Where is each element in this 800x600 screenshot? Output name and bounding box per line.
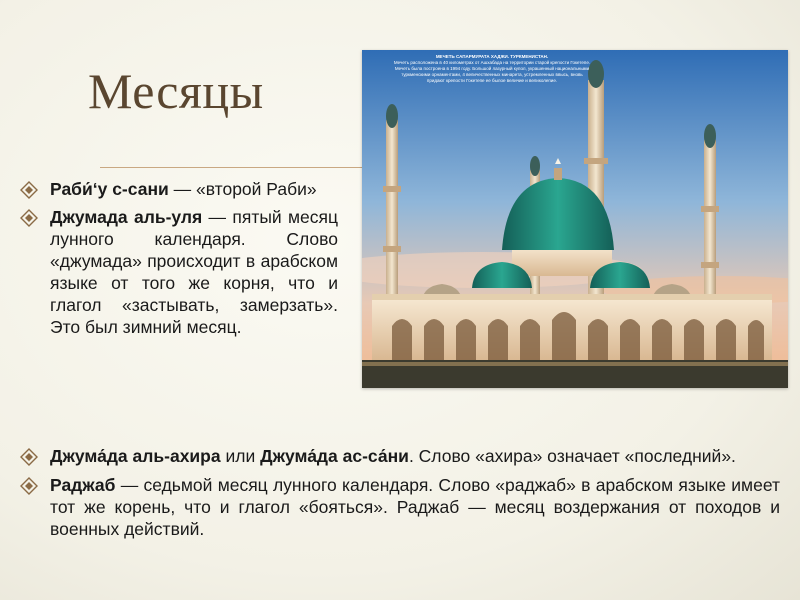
month-term: Раджаб xyxy=(50,475,116,495)
bullet-list-top xyxy=(20,178,338,344)
diamond-ornament-icon xyxy=(20,477,38,495)
bullet-list-bottom xyxy=(20,445,780,547)
title-divider xyxy=(100,167,362,168)
month-description: — седьмой месяц лунного календаря. Слово «раджаб» в арабском языке имеет тот же корень, что и глагол «бояться». Раджаб — месяц воздержания от походов и военных действий. xyxy=(50,475,780,539)
diamond-ornament-icon xyxy=(20,209,38,227)
list-item xyxy=(20,445,780,467)
connector-text: или xyxy=(220,446,261,466)
list-item-text xyxy=(50,206,338,338)
list-item xyxy=(20,474,780,540)
page-title: Месяцы xyxy=(88,63,264,119)
mosque-photo xyxy=(362,50,788,388)
list-item xyxy=(20,206,338,338)
month-term: Раби́‘у с-сани xyxy=(50,179,169,199)
list-item-text xyxy=(50,445,736,467)
month-description: . Слово «ахира» означает «последний». xyxy=(408,446,736,466)
month-term: Джумада аль-уля xyxy=(50,207,203,227)
mosque-illustration xyxy=(362,50,788,388)
month-term-alt: Джума́да ас-са́ни xyxy=(260,446,409,466)
photo-caption xyxy=(392,54,592,84)
list-item-text xyxy=(50,474,780,540)
list-item-text xyxy=(50,178,317,200)
month-term: Джума́да аль-ахира xyxy=(50,446,221,466)
photo-caption-title: МЕЧЕТЬ САПАРМУРАТА ХАДЖИ. ТУРКМЕНИСТАН. xyxy=(435,54,549,59)
month-description: — «второй Раби» xyxy=(168,179,317,199)
diamond-ornament-icon xyxy=(20,181,38,199)
photo-caption-body: Мечеть расположена в 40 километрах от Ашхабада на территории старой крепости Гокетепе. Мечеть была построена в 1994 году. Большой лазурный купол, украшенный национальными туркменскими орнаментами, 4 величественных минарета, устремленных ввысь, вновь придают крепости Гокетепе ее былое величие и великолепие. xyxy=(393,60,591,83)
month-description: — пятый месяц лунного календаря. Слово «джумада» происходит в арабском языке от того же корня, что и глагол «застывать, замерзать». Это был зимний месяц. xyxy=(50,207,339,337)
diamond-ornament-icon xyxy=(20,448,38,466)
list-item xyxy=(20,178,338,200)
